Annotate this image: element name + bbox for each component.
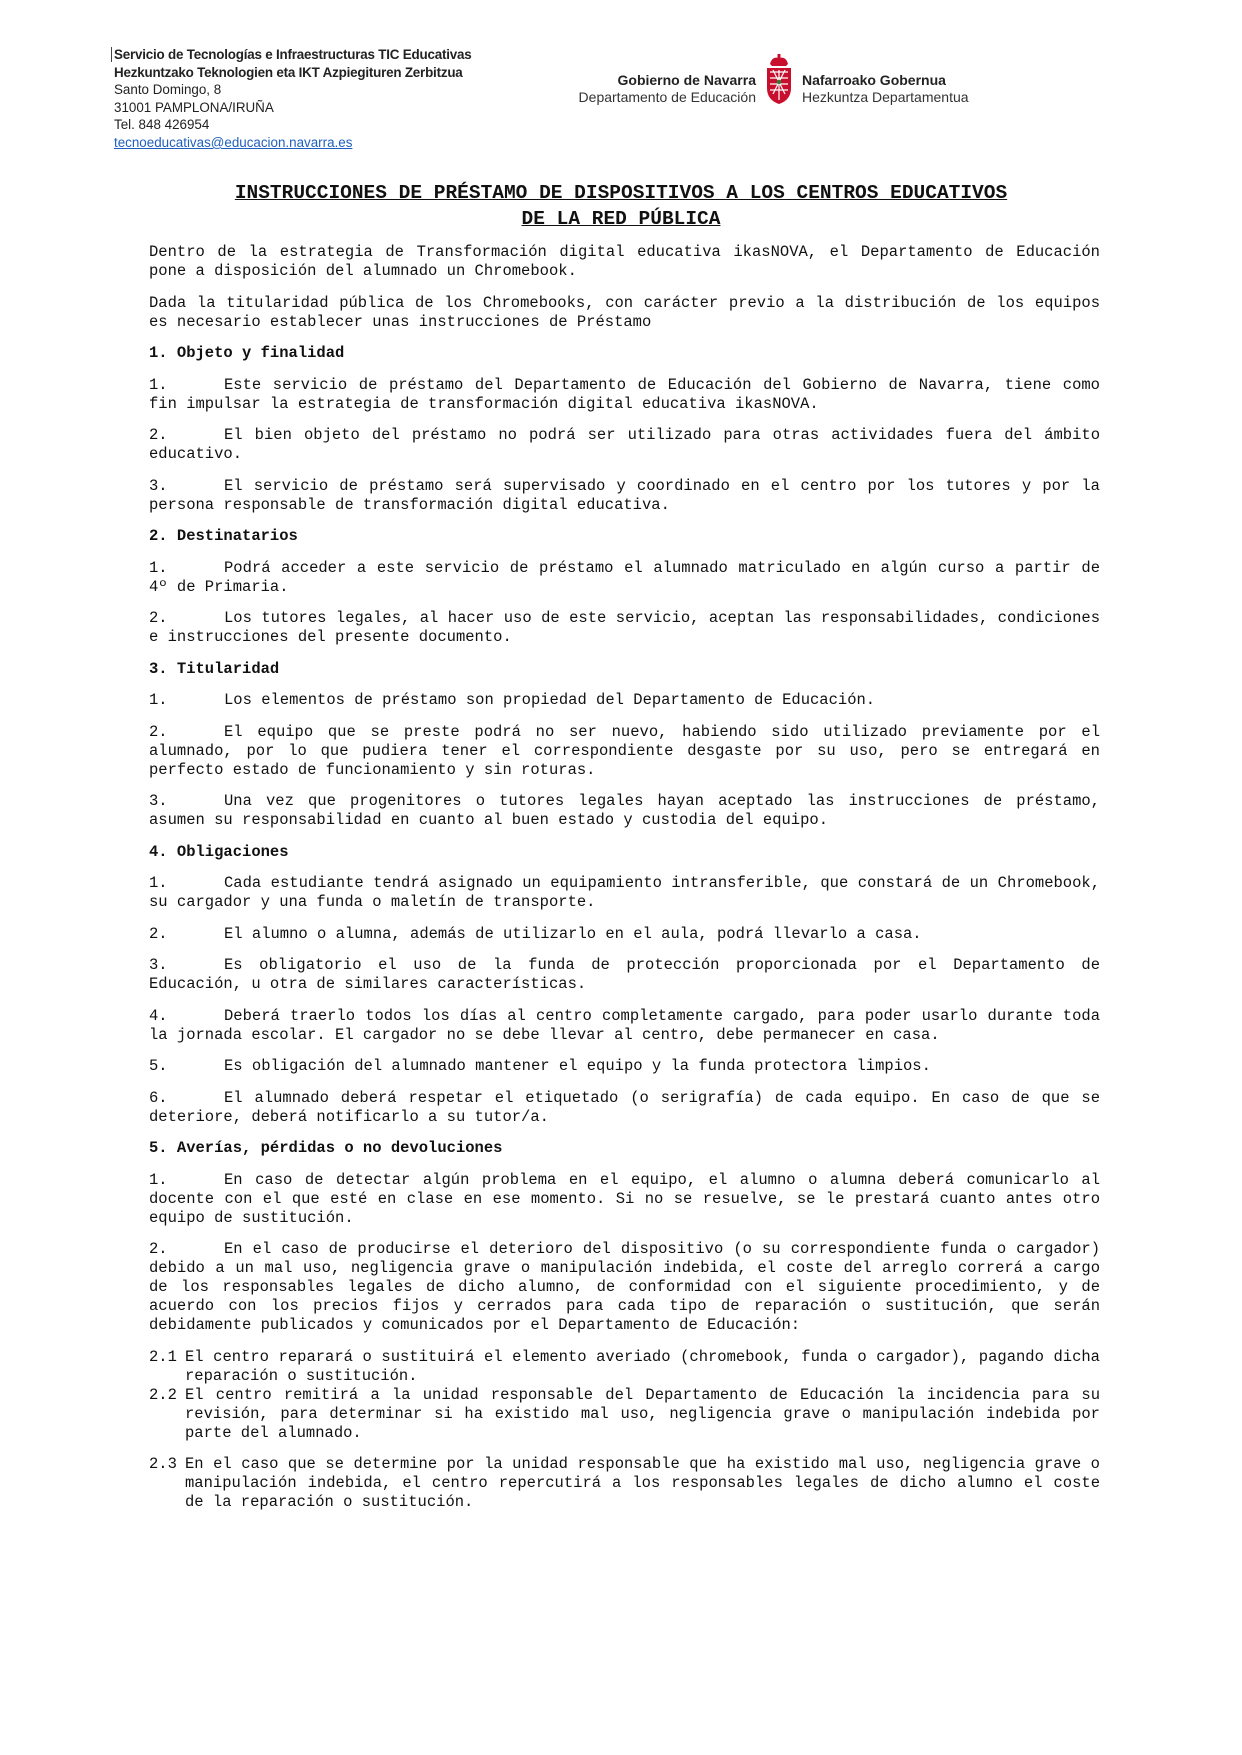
list-item (149, 691, 1100, 710)
logo-gov-es: Gobierno de Navarra (617, 72, 756, 88)
item-number: 1. (149, 558, 168, 577)
item-number: 2. (149, 426, 168, 444)
sub-item-number: 2.2 (149, 1385, 177, 1404)
item-text: El servicio de préstamo será supervisado y coordinado en el centro por los tutores y por la persona responsable de transformación digital educativa. (149, 476, 1100, 514)
section-heading: 5. Averías, pérdidas o no devoluciones (149, 1139, 503, 1157)
service-name-eu: Hezkuntzako Teknologien eta IKT Azpiegituren Zerbitzua (114, 64, 463, 80)
item-number: 3. (149, 956, 168, 974)
list-item (149, 1171, 1100, 1228)
section-heading: 3. Titularidad (149, 659, 280, 678)
list-item (149, 376, 1100, 414)
item-number: 2. (149, 924, 168, 943)
item-text: Es obligatorio el uso de la funda de protección proporcionada por el Departamento de Educación, u otra de similares características. (149, 956, 1100, 993)
email-link[interactable]: tecnoeducativas@educacion.navarra.es (114, 134, 353, 150)
item-text: Una vez que progenitores o tutores legales hayan aceptado las instrucciones de préstamo, asumen su responsabilidad en cuanto al buen estado y custodia del equipo. (149, 792, 1100, 829)
logo-dept-es: Departamento de Educación (578, 89, 756, 105)
intro-paragraph: Dada la titularidad pública de los Chromebooks, con carácter previo a la distribución de los equipos es necesario establecer unas instrucciones de Préstamo (149, 293, 1100, 331)
list-item (149, 609, 1100, 647)
sender-address-block (114, 46, 554, 152)
sub-item-number: 2.3 (149, 1455, 177, 1473)
title-line-2: DE LA RED PÚBLICA (521, 208, 721, 230)
list-item (149, 1057, 1100, 1076)
item-number: 5. (149, 1057, 168, 1075)
item-text: El equipo que se preste podrá no ser nuevo, habiendo sido utilizado previamente por el alumnado, por lo que pudiera tener el correspondiente desgaste por su uso, pero se entregará en perfecto estado de funcionamiento y sin roturas. (149, 722, 1100, 779)
sub-item-text: En el caso que se determine por la unidad responsable que ha existido mal uso, negligencia grave o manipulación indebida, el centro repercutirá a los responsables legales de dicho alumno el coste de la reparación o sustitución. (185, 1455, 1100, 1511)
item-number: 6. (149, 1088, 168, 1107)
list-item (149, 874, 1100, 912)
item-number: 3. (149, 792, 168, 810)
item-number: 1. (149, 874, 168, 892)
item-number: 1. (149, 375, 168, 394)
sub-list-item (149, 1348, 1100, 1386)
section-heading: 2. Destinatarios (149, 527, 298, 545)
item-text: Este servicio de préstamo del Departamento de Educación del Gobierno de Navarra, tiene como fin impulsar la estrategia de transformación digital educativa ikasNOVA. (149, 375, 1100, 413)
list-item (149, 477, 1100, 515)
item-number: 2. (149, 609, 168, 627)
list-item (149, 956, 1100, 994)
navarra-coat-of-arms-icon (764, 54, 794, 106)
item-text: El alumno o alumna, además de utilizarlo en el aula, podrá llevarlo a casa. (224, 924, 922, 943)
document-body (149, 243, 1100, 1525)
sub-item-number: 2.1 (149, 1347, 177, 1366)
logo-dept-eu: Hezkuntza Departamentua (802, 89, 969, 105)
list-item (149, 792, 1100, 830)
sub-item-text: El centro reparará o sustituirá el elemento averiado (chromebook, funda o cargador), pagando dicha reparación o sustitución. (185, 1347, 1100, 1385)
item-number: 2. (149, 722, 168, 741)
list-item (149, 1240, 1100, 1335)
sub-list-item (149, 1386, 1100, 1443)
item-text: Es obligación del alumnado mantener el equipo y la funda protectora limpios. (224, 1057, 931, 1075)
text-cursor (111, 47, 112, 62)
list-item (149, 426, 1100, 464)
gobierno-navarra-logo (578, 54, 980, 106)
phone-number: Tel. 848 426954 (114, 117, 210, 133)
item-text: Deberá traerlo todos los días al centro completamente cargado, para poder usarlo durante toda la jornada escolar. El cargador no se debe llevar al centro, debe permanecer en casa. (149, 1006, 1100, 1044)
title-line-1: INSTRUCCIONES DE PRÉSTAMO DE DISPOSITIVOS A LOS CENTROS EDUCATIVOS (234, 182, 1008, 204)
list-item (149, 559, 1100, 597)
intro-paragraph: Dentro de la estrategia de Transformación digital educativa ikasNOVA, el Departamento de Educación pone a disposición del alumnado un Chromebook. (149, 243, 1100, 280)
sub-list-item (149, 1455, 1100, 1512)
street-address: Santo Domingo, 8 (114, 82, 222, 98)
item-text: Podrá acceder a este servicio de préstamo el alumnado matriculado en algún curso a partir de 4º de Primaria. (149, 558, 1100, 596)
item-text: Los tutores legales, al hacer uso de este servicio, aceptan las responsabilidades, condiciones e instrucciones del presente documento. (149, 609, 1100, 646)
item-number: 3. (149, 476, 168, 495)
list-item (149, 925, 1100, 944)
item-text: Cada estudiante tendrá asignado un equipamiento intransferible, que constará de un Chromebook, su cargador y una funda o maletín de transporte. (149, 874, 1100, 911)
item-text: En caso de detectar algún problema en el equipo, el alumno o alumna deberá comunicarlo al docente con el que esté en clase en ese momento. Si no se resuelve, se le prestará cuanto antes otro equipo de sustitución. (149, 1170, 1100, 1227)
sub-item-text: El centro remitirá a la unidad responsable del Departamento de Educación la incidencia para su revisión, para determinar si ha existido mal uso, negligencia grave o manipulación indebida por parte del alumnado. (185, 1385, 1100, 1442)
list-item (149, 1007, 1100, 1045)
item-text: El alumnado deberá respetar el etiquetado (o serigrafía) de cada equipo. En caso de que se deteriore, deberá notificarlo a su tutor/a. (149, 1088, 1100, 1126)
logo-gov-eu: Nafarroako Gobernua (802, 72, 946, 88)
city-address: 31001 PAMPLONA/IRUÑA (114, 99, 274, 115)
item-text: Los elementos de préstamo son propiedad del Departamento de Educación. (224, 691, 876, 709)
document-title (148, 180, 1094, 232)
item-number: 4. (149, 1006, 168, 1025)
service-name-es: Servicio de Tecnologías e Infraestructuras TIC Educativas (114, 47, 472, 62)
list-item (149, 723, 1100, 780)
item-text: El bien objeto del préstamo no podrá ser utilizado para otras actividades fuera del ámbito educativo. (149, 426, 1100, 463)
item-number: 1. (149, 691, 168, 709)
item-text: En el caso de producirse el deterioro del dispositivo (o su correspondiente funda o cargador) debido a un mal uso, negligencia grave o manipulación indebida, el coste del arreglo correrá a cargo de los responsables legales de dicho alumno, de conformidad con el siguiente procedimiento, y de acuerdo con los precios fijos y cerrados para cada tipo de reparación o sustitución, que serán debidamente publicados y comunicados por el Departamento de Educación: (149, 1240, 1100, 1334)
item-number: 1. (149, 1170, 168, 1189)
item-number: 2. (149, 1240, 168, 1258)
section-heading: 4. Obligaciones (149, 842, 289, 861)
section-heading: 1. Objeto y finalidad (149, 344, 345, 362)
list-item (149, 1089, 1100, 1127)
